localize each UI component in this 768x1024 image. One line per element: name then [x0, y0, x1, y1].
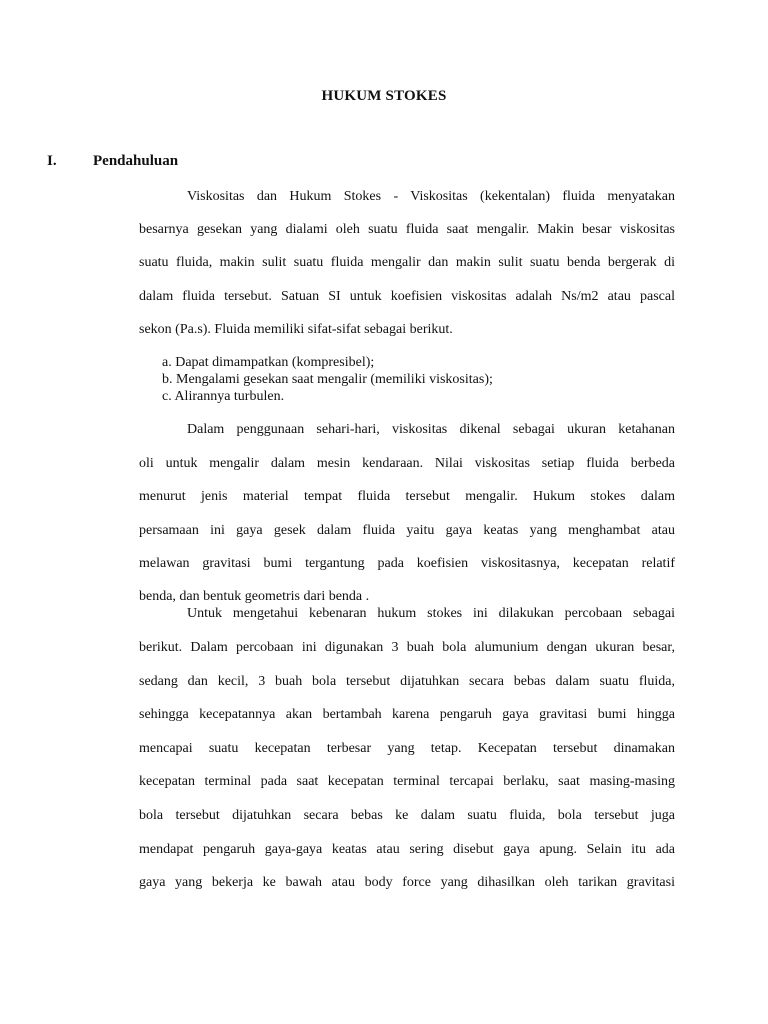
paragraph-line: sekon (Pa.s). Fluida memiliki sifat-sifat sebagai berikut.: [139, 322, 453, 337]
paragraph-line: Dalam penggunaan sehari-hari, viskositas dikenal sebagai ukuran ketahanan: [187, 422, 675, 437]
paragraph-line: benda, dan bentuk geometris dari benda .: [139, 589, 370, 604]
paragraph-line: Viskositas dan Hukum Stokes - Viskositas (kekentalan) fluida menyatakan: [187, 189, 675, 204]
paragraph-line: Untuk mengetahui kebenaran hukum stokes ini dilakukan percobaan sebagai: [187, 606, 675, 621]
list-item: b. Mengalami gesekan saat mengalir (memiliki viskositas);: [162, 372, 493, 387]
paragraph-line: sedang dan kecil, 3 buah bola tersebut dijatuhkan secara bebas dalam suatu fluida,: [139, 674, 675, 689]
paragraph-line: dalam fluida tersebut. Satuan SI untuk koefisien viskositas adalah Ns/m2 atau pascal: [139, 289, 675, 304]
document-title: HUKUM STOKES: [321, 88, 447, 104]
section-title: Pendahuluan: [93, 153, 179, 169]
paragraph-line: oli untuk mengalir dalam mesin kendaraan. Nilai viskositas setiap fluida berbeda: [139, 456, 675, 471]
paragraph-line: persamaan ini gaya gesek dalam fluida yaitu gaya keatas yang menghambat atau: [139, 523, 675, 538]
paragraph-line: sehingga kecepatannya akan bertambah karena pengaruh gaya gravitasi bumi hingga: [139, 707, 675, 722]
paragraph-line: mendapat pengaruh gaya-gaya keatas atau sering disebut gaya apung. Selain itu ada: [139, 842, 675, 857]
paragraph-line: bola tersebut dijatuhkan secara bebas ke dalam suatu fluida, bola tersebut juga: [139, 808, 675, 823]
section-number: I.: [47, 153, 57, 169]
paragraph-line: berikut. Dalam percobaan ini digunakan 3 buah bola alumunium dengan ukuran besar,: [139, 640, 675, 655]
paragraph-line: melawan gravitasi bumi tergantung pada koefisien viskositasnya, kecepatan relatif: [139, 556, 675, 571]
paragraph-line: mencapai suatu kecepatan terbesar yang tetap. Kecepatan tersebut dinamakan: [139, 741, 675, 756]
list-item: a. Dapat dimampatkan (kompresibel);: [162, 355, 375, 370]
paragraph-line: besarnya gesekan yang dialami oleh suatu fluida saat mengalir. Makin besar viskositas: [139, 222, 675, 237]
paragraph-line: gaya yang bekerja ke bawah atau body force yang dihasilkan oleh tarikan gravitasi: [139, 875, 675, 890]
list-item: c. Alirannya turbulen.: [162, 389, 285, 404]
paragraph-line: kecepatan terminal pada saat kecepatan terminal tercapai berlaku, saat masing-masing: [139, 774, 675, 789]
paragraph-line: menurut jenis material tempat fluida tersebut mengalir. Hukum stokes dalam: [139, 489, 675, 504]
paragraph-line: suatu fluida, makin sulit suatu fluida mengalir dan makin sulit suatu benda bergerak di: [139, 255, 675, 270]
